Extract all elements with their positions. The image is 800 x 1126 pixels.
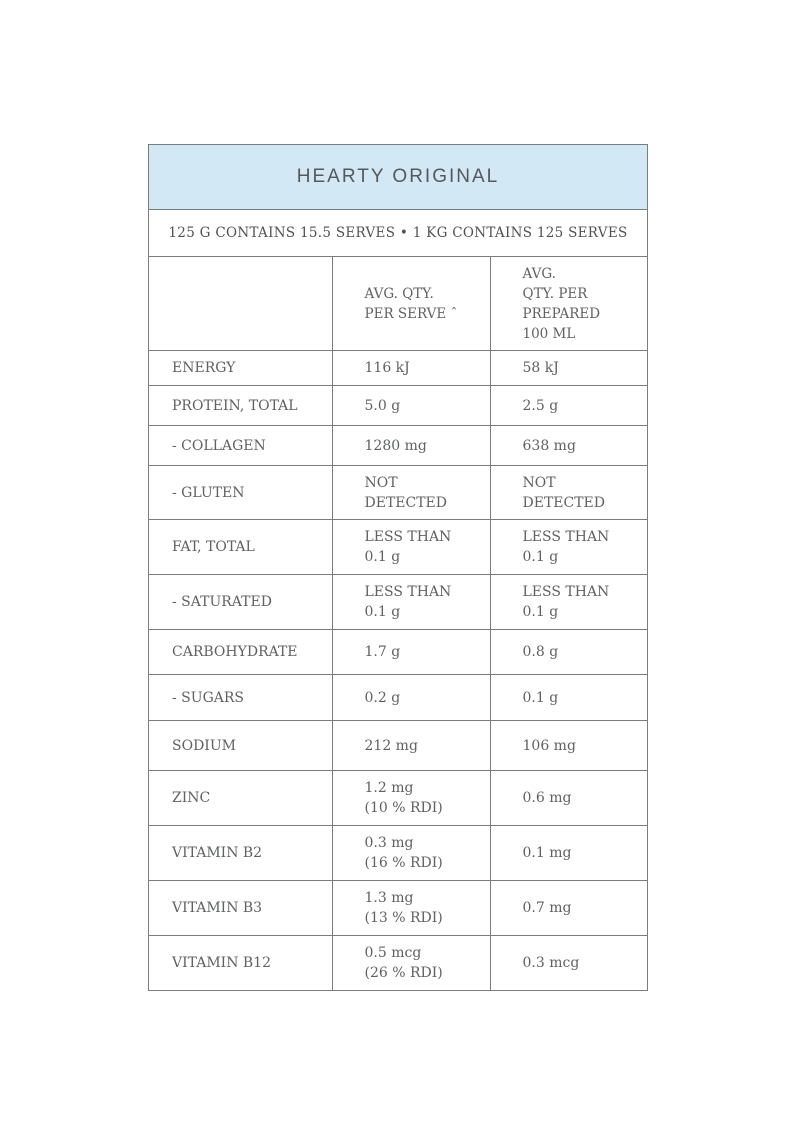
per-100ml-value: NOT DETECTED — [490, 466, 647, 520]
per-100ml-value: 0.6 mg — [490, 771, 647, 826]
nutrient-name: SODIUM — [149, 721, 332, 771]
per-100ml-value: 0.1 mg — [490, 826, 647, 881]
per-serve-value: LESS THAN 0.1 g — [332, 575, 490, 630]
table-row — [149, 826, 647, 881]
per-serve-value: 0.3 mg (16 % RDI) — [332, 826, 490, 881]
nutrient-name: PROTEIN, TOTAL — [149, 386, 332, 426]
nutrient-name: ENERGY — [149, 351, 332, 386]
product-title: HEARTY ORIGINAL — [149, 145, 647, 210]
nutrient-name: FAT, TOTAL — [149, 520, 332, 575]
table-row — [149, 630, 647, 675]
per-serve-value: 1.2 mg (10 % RDI) — [332, 771, 490, 826]
table-row — [149, 520, 647, 575]
nutrient-name: ZINC — [149, 771, 332, 826]
table-row — [149, 351, 647, 386]
table-row — [149, 771, 647, 826]
nutrient-name: - SATURATED — [149, 575, 332, 630]
per-serve-value: NOT DETECTED — [332, 466, 490, 520]
per-serve-value: 0.5 mcg (26 % RDI) — [332, 936, 490, 990]
nutrient-name: - COLLAGEN — [149, 426, 332, 466]
table-row — [149, 426, 647, 466]
per-100ml-value: 0.8 g — [490, 630, 647, 675]
per-serve-value: 212 mg — [332, 721, 490, 771]
header-per-100ml: AVG. QTY. PER PREPARED 100 ML — [490, 257, 647, 351]
nutrient-name: VITAMIN B2 — [149, 826, 332, 881]
nutrient-name: - SUGARS — [149, 675, 332, 721]
header-per-serve: AVG. QTY. PER SERVE ˆ — [332, 257, 490, 351]
per-serve-value: 1280 mg — [332, 426, 490, 466]
nutrition-table — [149, 257, 647, 990]
nutrient-name: - GLUTEN — [149, 466, 332, 520]
header-nutrient — [149, 257, 332, 351]
per-100ml-value: LESS THAN 0.1 g — [490, 575, 647, 630]
table-row — [149, 575, 647, 630]
table-header-row — [149, 257, 647, 351]
per-100ml-value: 58 kJ — [490, 351, 647, 386]
table-row — [149, 936, 647, 990]
per-serve-value: 1.3 mg (13 % RDI) — [332, 881, 490, 936]
per-100ml-value: 0.3 mcg — [522, 954, 580, 971]
table-row — [149, 675, 647, 721]
per-100ml-value: 106 mg — [490, 721, 647, 771]
per-100ml-value: LESS THAN 0.1 g — [490, 520, 647, 575]
table-row — [149, 721, 647, 771]
nutrition-panel — [148, 144, 648, 991]
nutrient-name: VITAMIN B12 — [149, 936, 332, 990]
table-row — [149, 466, 647, 520]
per-serve-value: 1.7 g — [332, 630, 490, 675]
per-100ml-value: 0.1 g — [490, 675, 647, 721]
per-100ml-value: 2.5 g — [490, 386, 647, 426]
per-100ml-value: 0.7 mg — [490, 881, 647, 936]
per-serve-value: 116 kJ — [332, 351, 490, 386]
table-row — [149, 881, 647, 936]
nutrient-name: CARBOHYDRATE — [149, 630, 332, 675]
nutrient-name: VITAMIN B3 — [149, 881, 332, 936]
per-100ml-value: 638 mg — [490, 426, 647, 466]
per-serve-value: 0.2 g — [332, 675, 490, 721]
per-serve-value: 5.0 g — [332, 386, 490, 426]
serves-info: 125 G CONTAINS 15.5 SERVES • 1 KG CONTAINS 125 SERVES — [149, 210, 647, 257]
per-serve-value: LESS THAN 0.1 g — [332, 520, 490, 575]
table-row — [149, 386, 647, 426]
